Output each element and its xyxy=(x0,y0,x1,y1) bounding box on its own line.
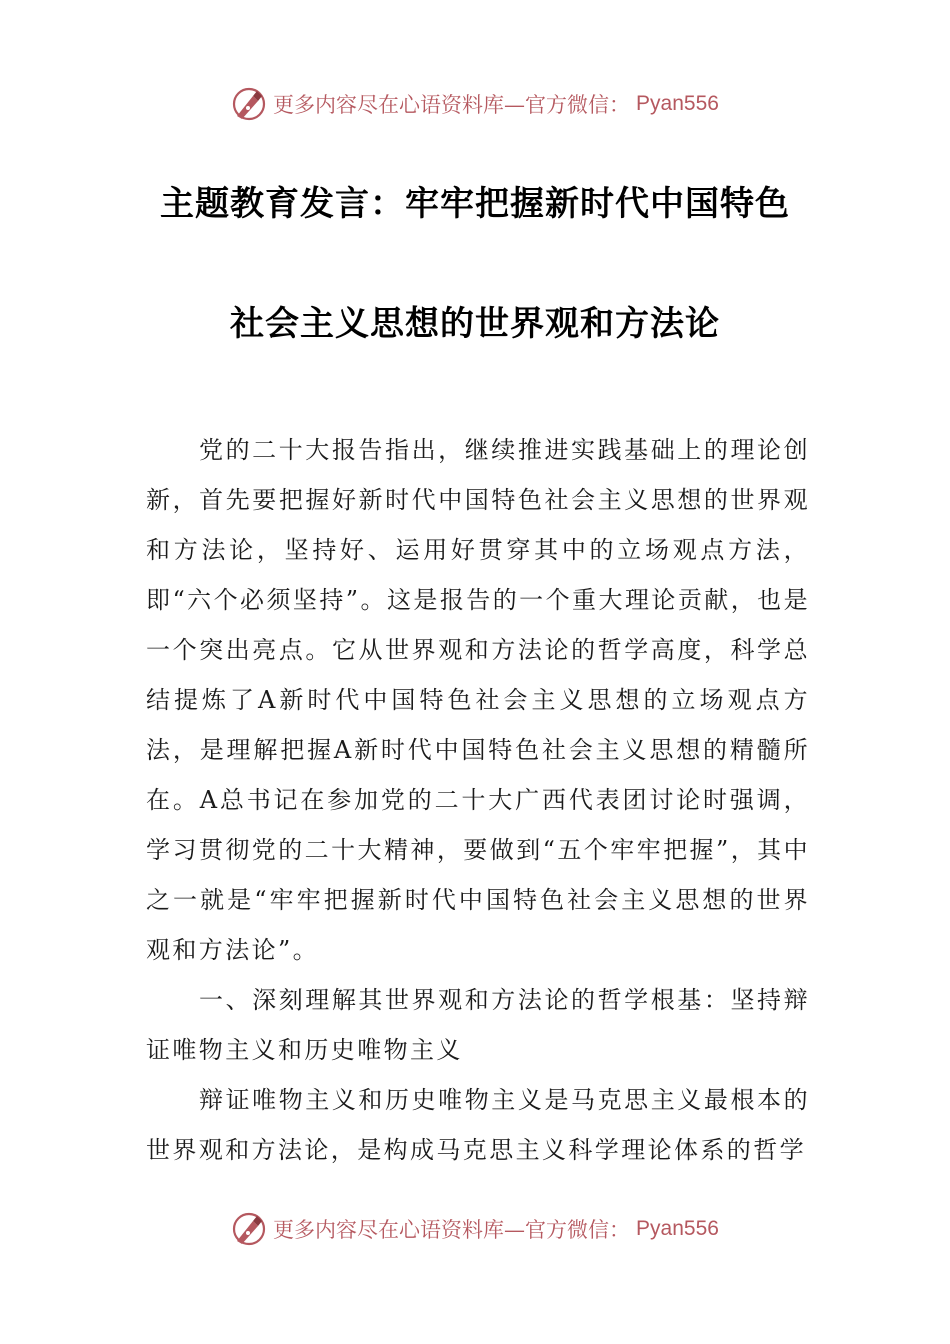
pen-nib-logo-icon xyxy=(231,86,267,122)
header-watermark xyxy=(0,84,950,124)
body-paragraph-1-block xyxy=(146,425,810,975)
body-paragraph-2-block xyxy=(146,1075,810,1175)
footer-watermark xyxy=(0,1209,950,1249)
body-paragraph-2: 辩证唯物主义和历史唯物主义是马克思主义最根本的世界观和方法论，是构成马克思主义科学理论体系的哲学 xyxy=(146,1086,810,1164)
watermark-text: 更多内容尽在心语资料库—官方微信： xyxy=(273,93,631,117)
watermark-text: 更多内容尽在心语资料库—官方微信： xyxy=(273,1218,631,1242)
pen-nib-logo-icon xyxy=(231,1211,267,1247)
section-heading-1-block xyxy=(146,975,810,1075)
watermark-wechat-id: Pyan556 xyxy=(636,92,719,115)
body-paragraph-1: 党的二十大报告指出，继续推进实践基础上的理论创新，首先要把握好新时代中国特色社会主义思想的世界观和方法论，坚持好、运用好贯穿其中的立场观点方法，即“六个必须坚持”。这是报告的一个重大理论贡献，也是一个突出亮点。它从世界观和方法论的哲学高度，科学总结提炼了A新时代中国特色社会主义思想的立场观点方法，是理解把握A新时代中国特色社会主义思想的精髓所在。A总书记在参加党的二十大广西代表团讨论时强调，学习贯彻党的二十大精神，要做到“五个牢牢把握”，其中之一就是“牢牢把握新时代中国特色社会主义思想的世界观和方法论”。 xyxy=(146,436,810,964)
document-title-line-2: 社会主义思想的世界观和方法论 xyxy=(230,304,720,344)
document-title-line-1: 主题教育发言：牢牢把握新时代中国特色 xyxy=(160,184,790,224)
section-heading-1: 一、深刻理解其世界观和方法论的哲学根基：坚持辩证唯物主义和历史唯物主义 xyxy=(146,986,810,1064)
watermark-wechat-id: Pyan556 xyxy=(636,1217,719,1240)
